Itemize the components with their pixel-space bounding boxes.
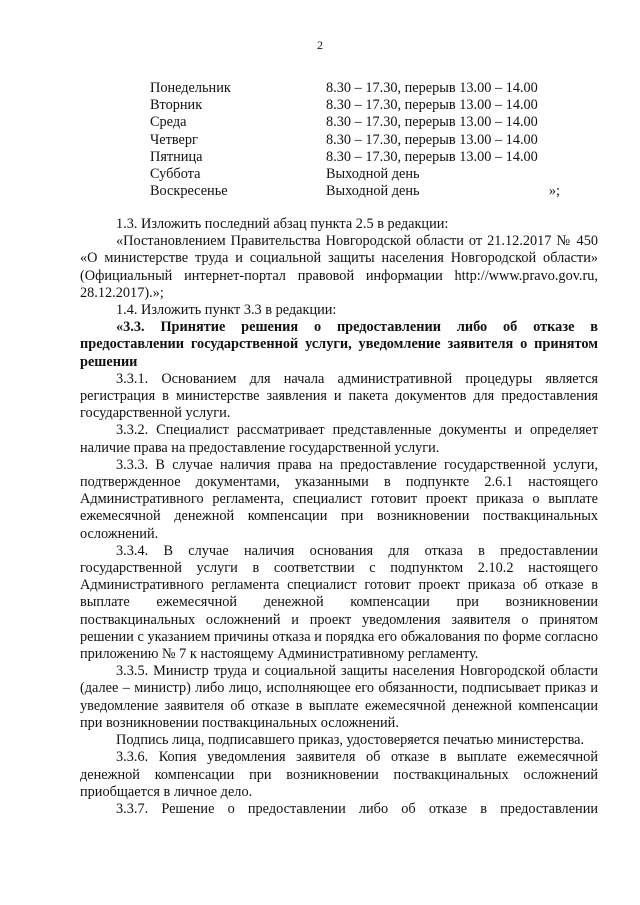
paragraph: 1.3. Изложить последний абзац пункта 2.5 в редакции: (116, 216, 449, 232)
schedule-time: 8.30 – 17.30, перерыв 13.00 – 14.00 (326, 114, 538, 131)
schedule-day: Понедельник (150, 80, 231, 96)
paragraph: 3.3.1. Основанием для начала административной процедуры является регистрация в министерстве заявления и пакета документов для предоставления государственной услуги. (80, 370, 598, 422)
paragraph: «Постановлением Правительства Новгородской области от 21.12.2017 № 450 «О министерстве труда и социальной защиты населения Новгородской области» (Официальный интернет-портал правовой информации http://www.pravo.gov.ru, 28.12.2017).»; (80, 233, 598, 301)
schedule-time: Выходной день (326, 183, 420, 200)
schedule-day: Четверг (150, 131, 198, 148)
schedule-time: 8.30 – 17.30, перерыв 13.00 – 14.00 (326, 148, 538, 165)
schedule-day: Суббота (150, 165, 201, 182)
schedule-closing-quote: »; (548, 183, 560, 200)
section-heading: «3.3. Принятие решения о предоставлении либо об отказе в предоставлении государственной услуги, уведомление заявителя о принятом решении (80, 319, 598, 370)
schedule-row (150, 166, 570, 183)
schedule-row (150, 80, 570, 97)
schedule-time: Выходной день (326, 165, 420, 182)
paragraph: 1.4. Изложить пункт 3.3 в редакции: (116, 302, 337, 319)
schedule-day: Пятница (150, 148, 203, 165)
schedule-day: Среда (150, 114, 187, 131)
paragraph: 3.3.7. Решение о предоставлении либо об отказе в предоставлении (116, 800, 598, 817)
paragraph: 3.3.4. В случае наличия основания для отказа в предоставлении государственной услуги в соответствии с подпунктом 2.10.2 настоящего Административного регламента специалист готовит проект приказа об отказе в выплате ежемесячной денежной компенсации при возникновении поствакцинальных осложнений и проект уведомления заявителя о принятом решении с указанием причины отказа и порядка его обжалования по форме согласно приложению № 7 к настоящему Административному регламенту. (80, 542, 598, 663)
work-schedule (150, 80, 570, 200)
schedule-row (150, 114, 570, 131)
schedule-day: Вторник (150, 97, 203, 114)
paragraph: Подпись лица, подписавшего приказ, удостоверяется печатью министерства. (116, 732, 585, 749)
paragraph: 3.3.6. Копия уведомления заявителя об отказе в выплате ежемесячной денежной компенсации при возникновении поствакцинальных осложнений приобщается в личное дело. (80, 749, 598, 800)
schedule-time: 8.30 – 17.30, перерыв 13.00 – 14.00 (326, 131, 538, 148)
schedule-row (150, 149, 570, 166)
paragraph: 3.3.5. Министр труда и социальной защиты населения Новгородской области (далее – министр) либо лицо, исполняющее его обязанности, подписывает приказ и уведомление заявителя об отказе в выплате ежемесячной денежной компенсации при возникновении поствакцинальных осложнений. (80, 663, 598, 731)
schedule-time: 8.30 – 17.30, перерыв 13.00 – 14.00 (326, 97, 538, 114)
paragraph: 3.3.2. Специалист рассматривает представленные документы и определяет наличие права на предоставление государственной услуги. (80, 422, 598, 456)
schedule-row (150, 183, 570, 200)
schedule-day: Воскресенье (150, 183, 228, 200)
schedule-row (150, 132, 570, 149)
paragraph: 3.3.3. В случае наличия права на предоставление государственной услуги, подтвержденное документами, указанными в подпункте 2.6.1 настоящего Административного регламента, специалист готовит проект приказа о выплате ежемесячной денежной компенсации при возникновении поствакцинальных осложнений. (80, 456, 598, 542)
schedule-time: 8.30 – 17.30, перерыв 13.00 – 14.00 (326, 80, 538, 96)
document-body (80, 216, 598, 818)
schedule-row (150, 97, 570, 114)
page-number: 2 (317, 38, 323, 52)
